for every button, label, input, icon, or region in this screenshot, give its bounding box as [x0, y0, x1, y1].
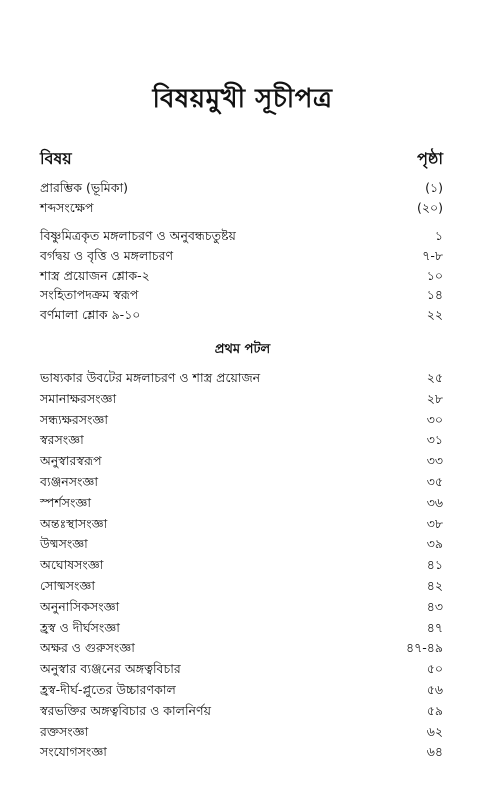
- toc-entry: [40, 285, 443, 305]
- toc-entry: [40, 534, 443, 554]
- section-title: প্রথম পটল: [214, 342, 271, 357]
- toc-entry: [40, 618, 443, 638]
- toc-entry-page: ১: [434, 228, 443, 243]
- toc-entry-page: ৩১: [426, 432, 443, 448]
- toc-entry-page: ৭-৮: [422, 247, 443, 263]
- toc-entry: [40, 266, 443, 286]
- toc-entry-topic: অনুস্বার ব্যঞ্জনের অঙ্গত্ববিচার: [40, 661, 181, 677]
- toc-entry-topic: ব্যঞ্জনসংজ্ঞা: [40, 474, 98, 489]
- toc-entry: [40, 305, 443, 325]
- toc-entry: [40, 389, 443, 409]
- toc-entry: [40, 226, 443, 246]
- toc-entry: [40, 246, 443, 266]
- toc-entry-page: ৩৩: [426, 453, 443, 469]
- toc-entry-topic: অনুনাসিকসংজ্ঞা: [40, 598, 120, 614]
- toc-entry: [40, 410, 443, 430]
- toc-entry: [40, 555, 443, 575]
- toc-entry: [40, 742, 443, 762]
- toc-entry-page: ২২: [426, 307, 443, 323]
- page-column-header: পৃষ্ঠা: [417, 149, 443, 168]
- toc-entry: [40, 576, 443, 596]
- toc-entry-page: ৫৯: [426, 702, 443, 718]
- toc-entry: [40, 472, 443, 492]
- toc-entry-page: ৩৯: [426, 536, 443, 552]
- toc-entry-topic: সন্ধ্যক্ষরসংজ্ঞা: [40, 411, 109, 427]
- toc-entry: [40, 701, 443, 721]
- toc-entry-topic: অক্ষর ও গুরুসংজ্ঞা: [40, 640, 135, 656]
- toc-entry-topic: বর্গদ্বয় ও বৃত্তি ও মঙ্গলাচরণ: [40, 247, 174, 263]
- toc-entry-page: ৫০: [426, 661, 443, 677]
- toc-entry-page: ২৫: [426, 370, 443, 385]
- toc-entry-topic: বিষ্ণুমিত্রকৃত মঙ্গলাচরণ ও অনুবন্ধচতুষ্টয়: [40, 228, 236, 243]
- page-title: বিষয়মুখী সূচীপত্র: [152, 84, 333, 114]
- toc-entry: [40, 178, 443, 198]
- toc-entry-topic: সংযোগসংজ্ঞা: [40, 744, 107, 760]
- toc-entry-topic: সমানাক্ষরসংজ্ঞা: [40, 390, 117, 406]
- toc-entry: [40, 514, 443, 534]
- toc-entry-topic: স্পর্শসংজ্ঞা: [40, 494, 91, 510]
- toc-entry-page: ৫৬: [426, 682, 443, 697]
- subject-column-header: বিষয়: [40, 149, 72, 168]
- toc-entry-topic: উষ্মসংজ্ঞা: [40, 536, 88, 552]
- toc-entry: [40, 198, 443, 218]
- toc-entry-page: (২০): [416, 200, 443, 215]
- toc-entry-page: ৬৪: [426, 744, 443, 760]
- toc-entry-page: ৩৬: [426, 494, 443, 510]
- toc-entry-topic: স্বরভক্তির অঙ্গত্ববিচার ও কালনির্ণয়: [40, 702, 211, 718]
- toc-entry-page: ৪১: [426, 557, 443, 573]
- toc-entry: [40, 638, 443, 658]
- toc-entry-page: ১৪: [426, 287, 443, 303]
- toc-entry-page: ৪৩: [426, 598, 443, 614]
- toc-entry: [40, 451, 443, 471]
- toc-entry-page: ৪৭-৪৯: [406, 640, 443, 656]
- toc-entry: [40, 430, 443, 450]
- toc-entry-topic: প্রারম্ভিক (ভূমিকা): [40, 180, 128, 195]
- toc-entry: [40, 722, 443, 742]
- toc-entry-page: (১): [425, 180, 443, 195]
- toc-entry: [40, 680, 443, 700]
- toc-entry-page: ১০: [426, 267, 443, 283]
- toc-entry-topic: বর্ণমালা শ্লোক ৯-১০: [40, 307, 141, 323]
- toc-entry-page: ৬২: [426, 723, 443, 739]
- toc-entry-topic: শাস্ত্র প্রয়োজন শ্লোক-২: [40, 267, 150, 283]
- toc-entry: [40, 493, 443, 513]
- toc-entry-topic: অনুস্বারস্বরূপ: [40, 453, 102, 469]
- toc-entry-topic: অন্তঃস্থাসংজ্ঞা: [40, 515, 108, 531]
- toc-entry-page: ৩৮: [426, 515, 443, 531]
- toc-entry-page: ৩৫: [426, 474, 443, 489]
- toc-entry-topic: হ্রস্ব-দীর্ঘ-প্লুতের উচ্চারণকাল: [40, 682, 176, 697]
- toc-entry-page: ৩০: [426, 411, 443, 427]
- toc-entry-topic: সোষ্মসংজ্ঞা: [40, 578, 96, 593]
- toc-entry-page: ৪৭: [426, 619, 443, 635]
- toc-entry-topic: ভাষ্যকার উবটের মঙ্গলাচরণ ও শাস্ত্র প্রয়োজন: [40, 370, 261, 385]
- toc-entry-topic: হ্রস্ব ও দীর্ঘসংজ্ঞা: [40, 619, 120, 635]
- toc-entry: [40, 597, 443, 617]
- toc-entry-topic: অঘোষসংজ্ঞা: [40, 557, 104, 573]
- toc-entry-topic: সংহিতাপদক্রম স্বরূপ: [40, 287, 139, 303]
- toc-entry: [40, 368, 443, 388]
- toc-entry-page: ৪২: [426, 578, 443, 593]
- toc-entry-page: ২৮: [426, 390, 443, 406]
- toc-entry: [40, 659, 443, 679]
- toc-entry-topic: শব্দসংক্ষেপ: [40, 200, 94, 215]
- toc-entry-topic: স্বরসংজ্ঞা: [40, 432, 84, 448]
- toc-entry-topic: রক্তসংজ্ঞা: [40, 723, 89, 739]
